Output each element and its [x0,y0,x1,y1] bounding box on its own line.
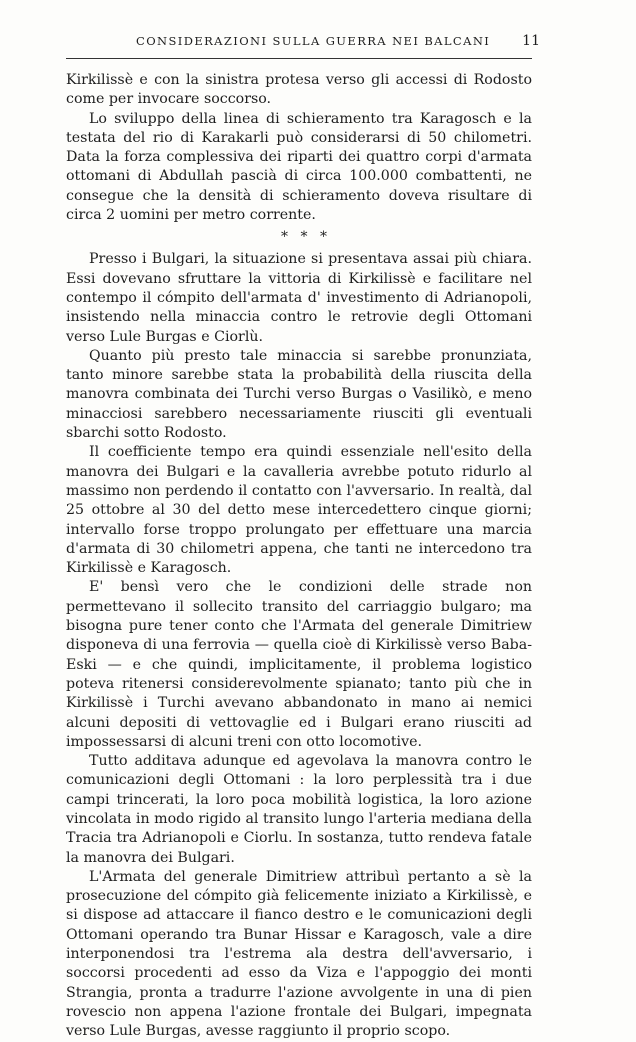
paragraph: Lo sviluppo della linea di schieramento tra Karagosch e la testata del rio di Karakarli può considerarsi di 50 chilometri. Data la forza complessiva dei riparti dei quattro corpi d'armata ottomani di Abdullah pascià di circa 100.000 combattenti, ne consegue che la densità di schieramento doveva risultare di circa 2 uomini per metro corrente. [66,110,532,224]
paragraph: L'Armata del generale Dimitriew attribuì pertanto a sè la prosecuzione del cómpito già felicemente iniziato a Kirkilissè, e si dispose ad attaccare il fianco destro e le comunicazioni degli Ottomani operando tra Bunar Hissar e Karagosch, vale a dire interponendosi tra l'estrema ala destra dell'avversario, i soccorsi procedenti ad esso da Viza e l'appoggio dei monti Strangia, pronta a tradurre l'azione avvolgente in una di pien rovescio non appena l'azione frontale dei Bulgari, impegnata verso Lule Burgas, avesse raggiunto il proprio scopo. [66,868,532,1040]
running-title: CONSIDERAZIONI SULLA GUERRA NEI BALCANI [136,34,491,48]
paragraph: Presso i Bulgari, la situazione si presentava assai più chiara. Essi dovevano sfruttare la vittoria di Kirkilissè e facilitare nel contempo il cómpito dell'armata d' investimento di Adrianopoli, insistendo nella minaccia contro le retrovie degli Ottomani verso Lule Burgas e Ciorlù. [66,251,532,345]
paragraph: Kirkilissè e con la sinistra protesa verso gli accessi di Rodosto come per invocare soccorso. [66,72,532,108]
page-header [66,33,540,52]
page-number: 11 [522,33,540,49]
paragraph: Tutto additava adunque ed agevolava la manovra contro le comunicazioni degli Ottomani : la loro perplessità tra i due campi trincerati, la loro poca mobilità logistica, la loro azione vincolata in modo rigido al transito lungo l'arteria mediana della Tracia tra Adrianopoli e Ciorlu. In sostanza, tutto rendeva fatale la manovra dei Bulgari. [66,753,532,866]
section-separator: * * * [281,229,331,246]
paragraph: Quanto più presto tale minaccia si sarebbe pronunziata, tanto minore sarebbe stata la probabilità della riuscita della manovra combinata dei Turchi verso Burgas o Vasilikò, e meno minacciosi sarebbero necessariamente riusciti gli eventuali sbarchi sotto Rodosto. [66,347,532,442]
header-rule [66,58,532,59]
book-page [66,33,540,1042]
body-text [66,71,532,1042]
paragraph: E' bensì vero che le condizioni delle strade non permettevano il sollecito transito del carriaggio bulgaro; ma bisogna pure tener conto che l'Armata del generale Dimitriew disponeva di una ferrovia — quella cioè di Kirkilissè verso Baba-Eski — e che quindi, implicitamente, il problema logistico poteva ritenersi considerevolmente spianato; tanto più che in Kirkilissè i Turchi avevano abbandonato in mano ai nemici alcuni depositi di vettovaglie ed i Bulgari erano riusciti ad impossessarsi di alcuni treni con otto locomotive. [66,579,532,750]
paragraph: Il coefficiente tempo era quindi essenziale nell'esito della manovra dei Bulgari e la cavalleria avrebbe potuto ridurlo al massimo non perdendo il contatto con l'avversario. In realtà, dal 25 ottobre al 30 del detto mese intercedettero cinque giorni; intervallo forse troppo prolungato per effettuare una marcia d'armata di 30 chilometri appena, che tanti ne intercedono tra Kirkilissè e Karagosch. [66,444,532,577]
